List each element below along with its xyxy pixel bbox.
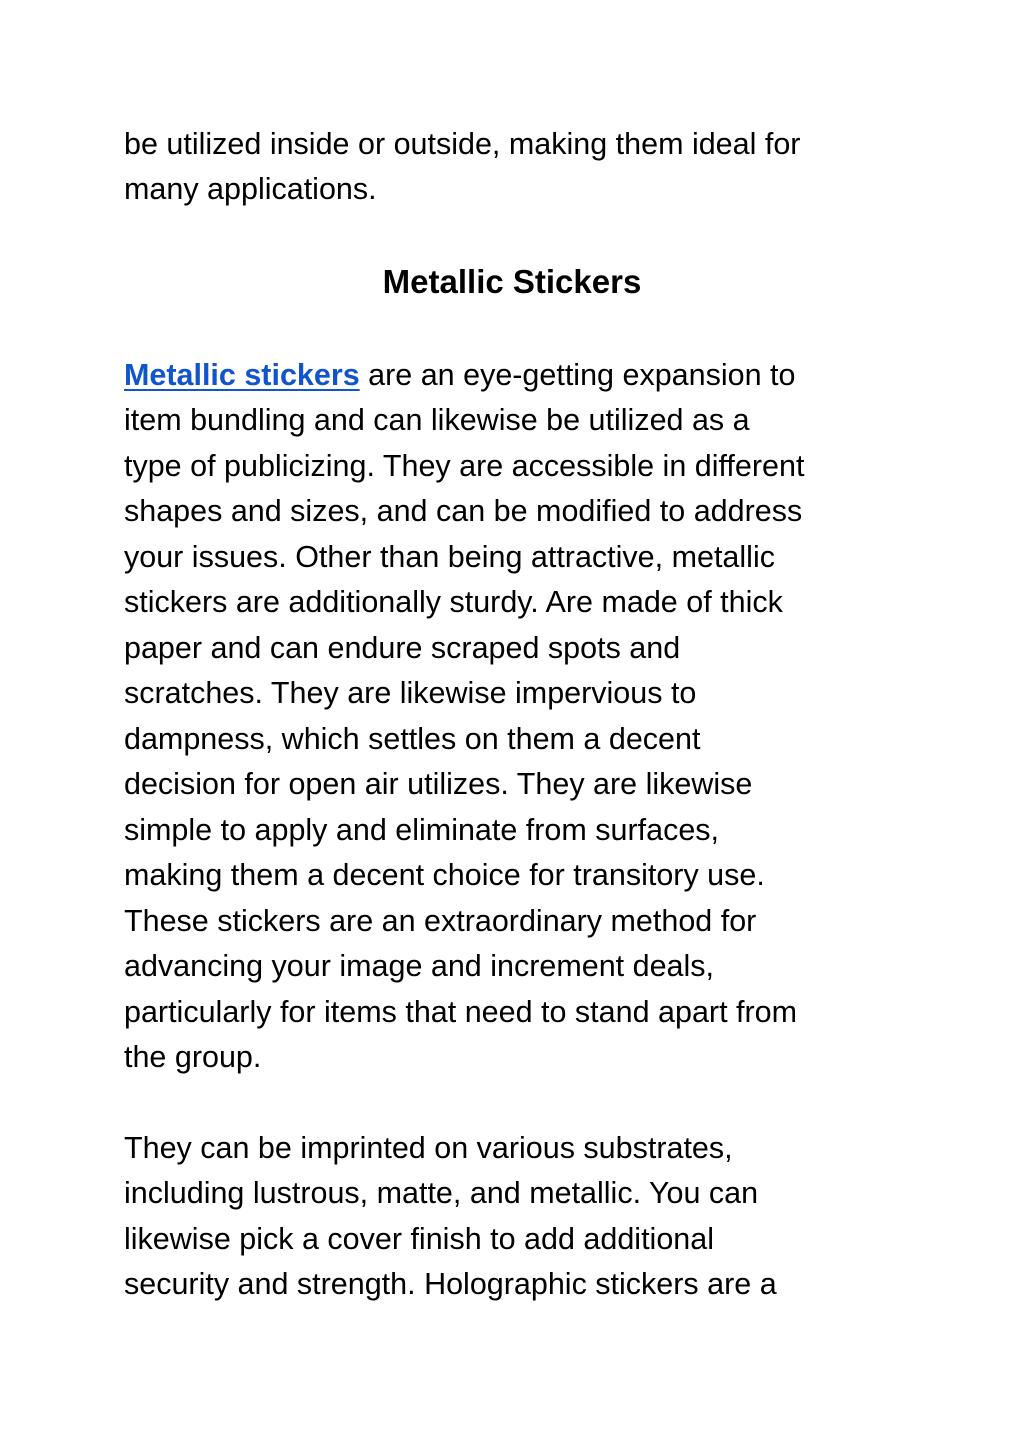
paragraph-line: shapes and sizes, and can be modified to address xyxy=(124,494,803,528)
paragraph-line: scratches. They are likewise impervious to xyxy=(124,676,697,710)
paragraph-line xyxy=(124,353,795,398)
paragraph-line: including lustrous, matte, and metallic. You can xyxy=(124,1176,759,1210)
paragraph-line: your issues. Other than being attractive, metallic xyxy=(124,540,775,574)
paragraph-line: security and strength. Holographic stickers are a xyxy=(124,1267,777,1301)
paragraph-line: These stickers are an extraordinary method for xyxy=(124,904,757,938)
paragraph-line: simple to apply and eliminate from surfaces, xyxy=(124,813,720,847)
paragraph-line: advancing your image and increment deals, xyxy=(124,949,715,983)
metallic-stickers-link[interactable]: Metallic stickers xyxy=(124,358,360,392)
paragraph-line: decision for open air utilizes. They are likewise xyxy=(124,767,753,801)
paragraph-text: are an eye-getting expansion to xyxy=(359,358,796,392)
section-heading: Metallic Stickers xyxy=(382,263,642,300)
paragraph-line: item bundling and can likewise be utilized as a xyxy=(124,403,750,437)
paragraph-line: type of publicizing. They are accessible in different xyxy=(124,449,805,483)
paragraph-line: paper and can endure scraped spots and xyxy=(124,631,681,665)
intro-line: be utilized inside or outside, making them ideal for xyxy=(124,127,801,161)
paragraph-line: stickers are additionally sturdy. Are made of thick xyxy=(124,585,783,619)
paragraph-line: particularly for items that need to stand apart from xyxy=(124,995,798,1029)
intro-line: many applications. xyxy=(124,172,377,206)
paragraph-line: dampness, which settles on them a decent xyxy=(124,722,701,756)
paragraph-line: making them a decent choice for transitory use. xyxy=(124,858,765,892)
paragraph-line: They can be imprinted on various substrates, xyxy=(124,1131,733,1165)
paragraph-line: likewise pick a cover finish to add additional xyxy=(124,1222,714,1256)
paragraph-line: the group. xyxy=(124,1040,262,1074)
